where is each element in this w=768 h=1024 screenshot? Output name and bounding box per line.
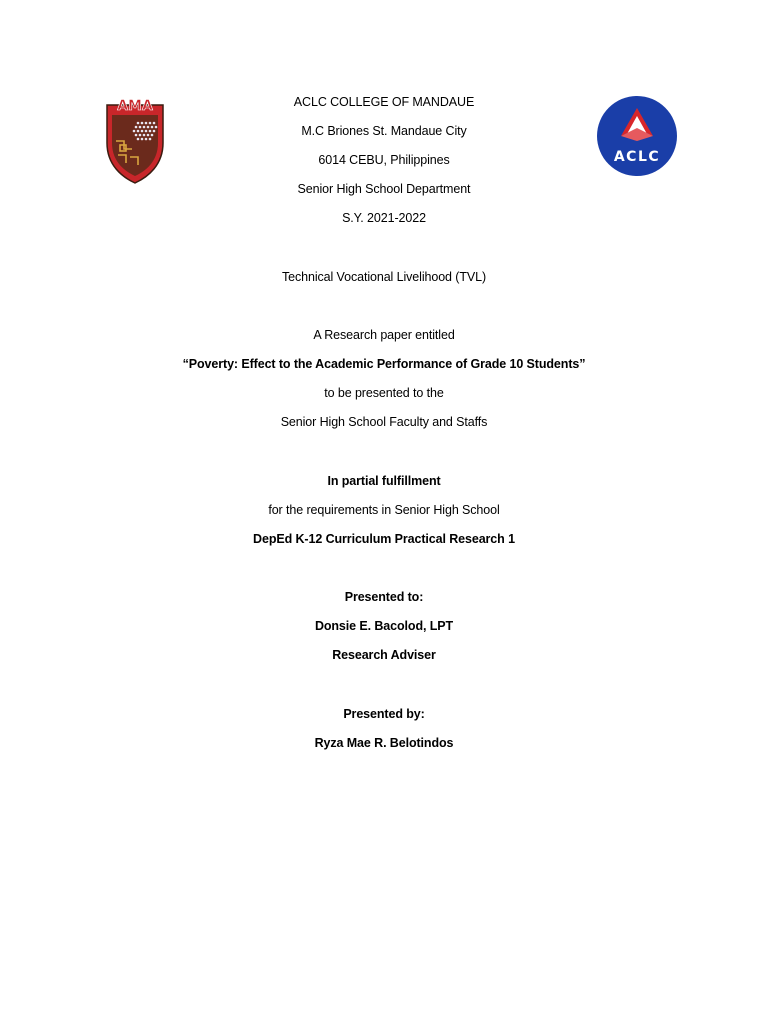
- aclc-logo-text: ACLC: [613, 149, 661, 165]
- ama-logo-text: AMA: [117, 98, 153, 114]
- strand: Technical Vocational Livelihood (TVL): [281, 270, 487, 284]
- presented-to-label: Presented to:: [344, 590, 424, 604]
- fulfillment-line-1: In partial fulfillment: [327, 474, 441, 488]
- author-name: Ryza Mae R. Belotindos: [314, 736, 454, 750]
- fulfillment-line-3: DepEd K-12 Curriculum Practical Research 1: [253, 532, 515, 546]
- adviser-name: Donsie E. Bacolod, LPT: [314, 619, 454, 633]
- adviser-role: Research Adviser: [332, 648, 436, 662]
- audience: Senior High School Faculty and Staffs: [280, 415, 488, 429]
- presented-line: to be presented to the: [324, 386, 444, 400]
- school-year: S.Y. 2021-2022: [342, 211, 426, 225]
- school-street: M.C Briones St. Mandaue City: [301, 124, 467, 138]
- school-department: Senior High School Department: [297, 182, 471, 196]
- research-title: “Poverty: Effect to the Academic Performance of Grade 10 Students”: [182, 357, 586, 371]
- school-city: 6014 CEBU, Philippines: [318, 153, 450, 167]
- fulfillment-line-2: for the requirements in Senior High School: [268, 503, 500, 517]
- school-name: ACLC COLLEGE OF MANDAUE: [293, 95, 475, 109]
- title-intro: A Research paper entitled: [313, 328, 455, 342]
- presented-by-label: Presented by:: [343, 707, 425, 721]
